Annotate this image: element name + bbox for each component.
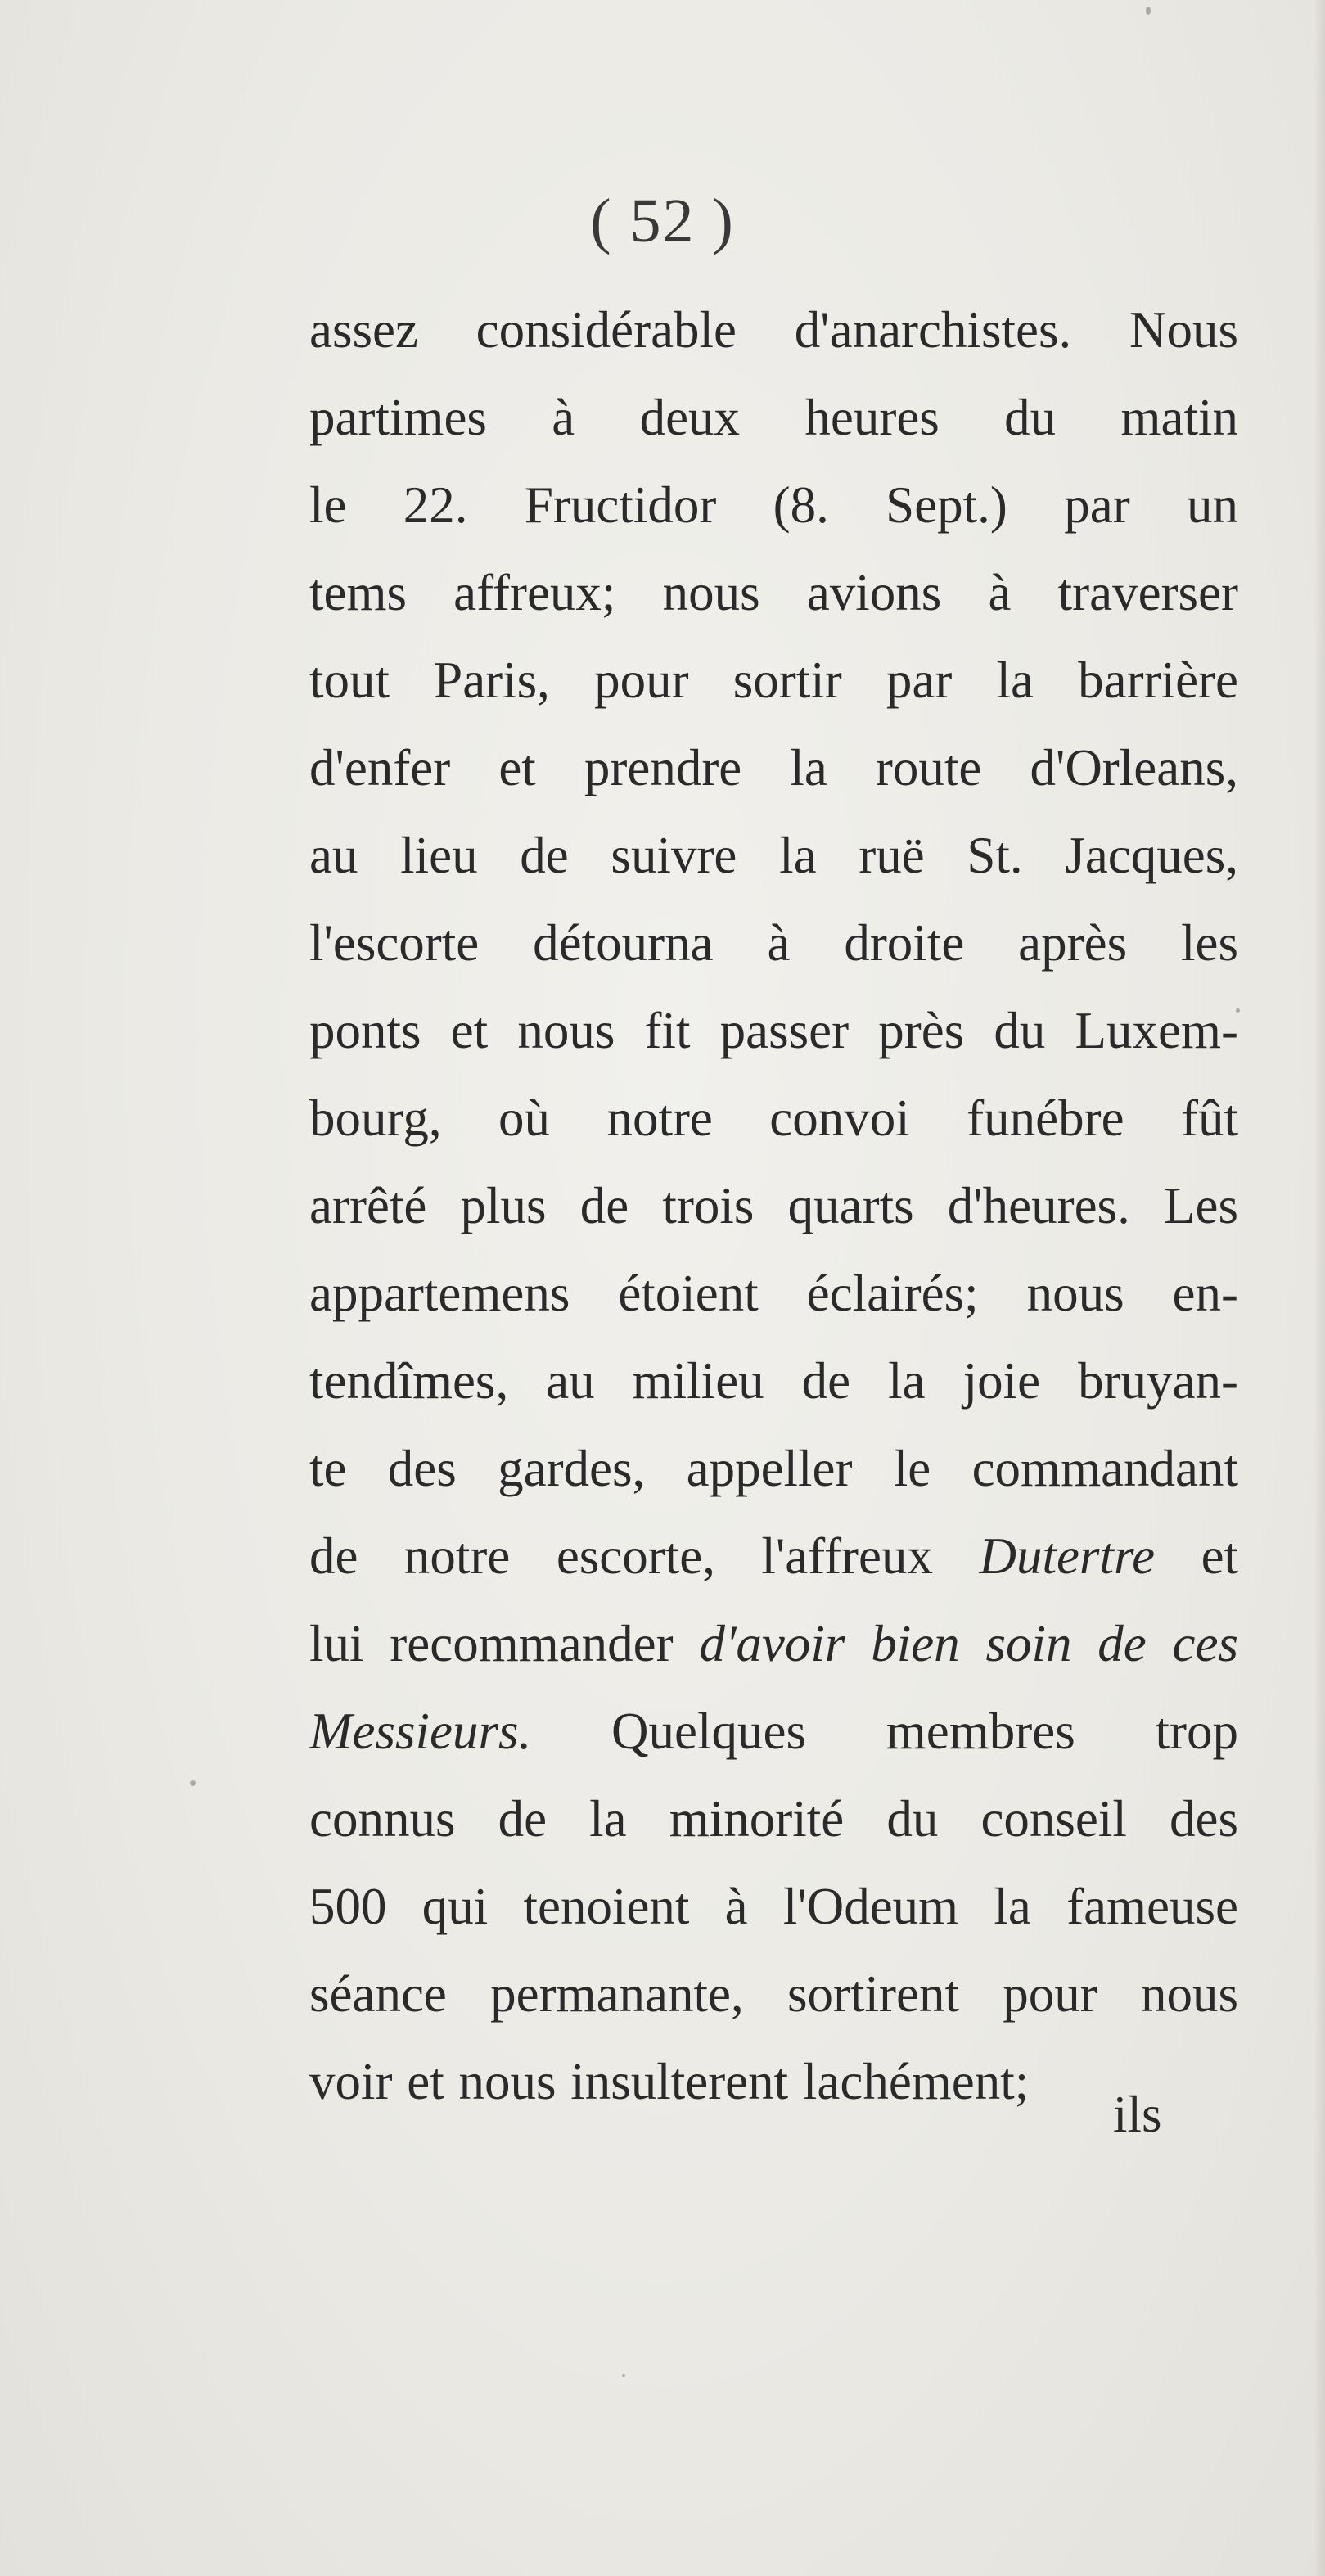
text-line-12: appartemens étoient éclairés; nous en-: [309, 1265, 1238, 1322]
text-line-20: séance permanante, sortirent pour nous: [309, 1965, 1238, 2023]
text-line-21: voir et nous insulterent lachément;: [309, 2053, 1030, 2110]
text-line-11: arrêté plus de trois quarts d'heures. Les: [309, 1177, 1238, 1234]
text-line-4: tems affreux; nous avions à traverser: [309, 564, 1238, 621]
text-line-19: 500 qui tenoient à l'Odeum la fameuse: [309, 1878, 1238, 1935]
italic-name: Dutertre: [979, 1527, 1156, 1585]
text-line-13: tendîmes, au milieu de la joie bruyan-: [309, 1352, 1238, 1410]
text-line-16-start: lui recommander: [309, 1615, 674, 1672]
text-line-8: l'escorte détourna à droite après les: [309, 914, 1238, 972]
text-line-15-end: et: [1201, 1527, 1239, 1585]
body-text: [309, 286, 1238, 2126]
page-number: ( 52 ): [590, 187, 735, 255]
paper-speck: [1146, 7, 1151, 15]
text-line-9: ponts et nous fit passer près du Luxem-: [309, 1002, 1238, 1059]
text-line-17: [309, 1688, 1238, 1775]
text-line-5: tout Paris, pour sortir par la barrière: [309, 652, 1238, 709]
text-line-3: le 22. Fructidor (8. Sept.) par un: [309, 476, 1238, 534]
text-line-16: [309, 1600, 1238, 1688]
text-line-15: [309, 1513, 1238, 1600]
text-line-18: connus de la minorité du conseil des: [309, 1790, 1238, 1847]
paper-speck: [622, 2374, 625, 2377]
italic-messieurs: Messieurs.: [309, 1703, 532, 1760]
page-edge-shadow: [1314, 0, 1325, 2576]
text-line-1: assez considérable d'anarchistes. Nous: [309, 301, 1238, 359]
text-line-2: partimes à deux heures du matin: [309, 389, 1238, 446]
catchword: ils: [1113, 2086, 1162, 2143]
text-line-14: te des gardes, appeller le commandant: [309, 1440, 1238, 1497]
text-line-10: bourg, où notre convoi funébre fût: [309, 1089, 1238, 1147]
paper-speck: [1236, 1008, 1240, 1013]
text-line-15-start: de notre escorte, l'affreux: [309, 1527, 933, 1585]
paper-speck: [190, 1780, 196, 1786]
text-line-6: d'enfer et prendre la route d'Orleans,: [309, 739, 1238, 796]
text-line-7: au lieu de suivre la ruë St. Jacques,: [309, 827, 1238, 884]
text-line-17-end: Quelques membres trop: [611, 1703, 1239, 1760]
italic-phrase: d'avoir bien soin de ces: [699, 1615, 1238, 1672]
